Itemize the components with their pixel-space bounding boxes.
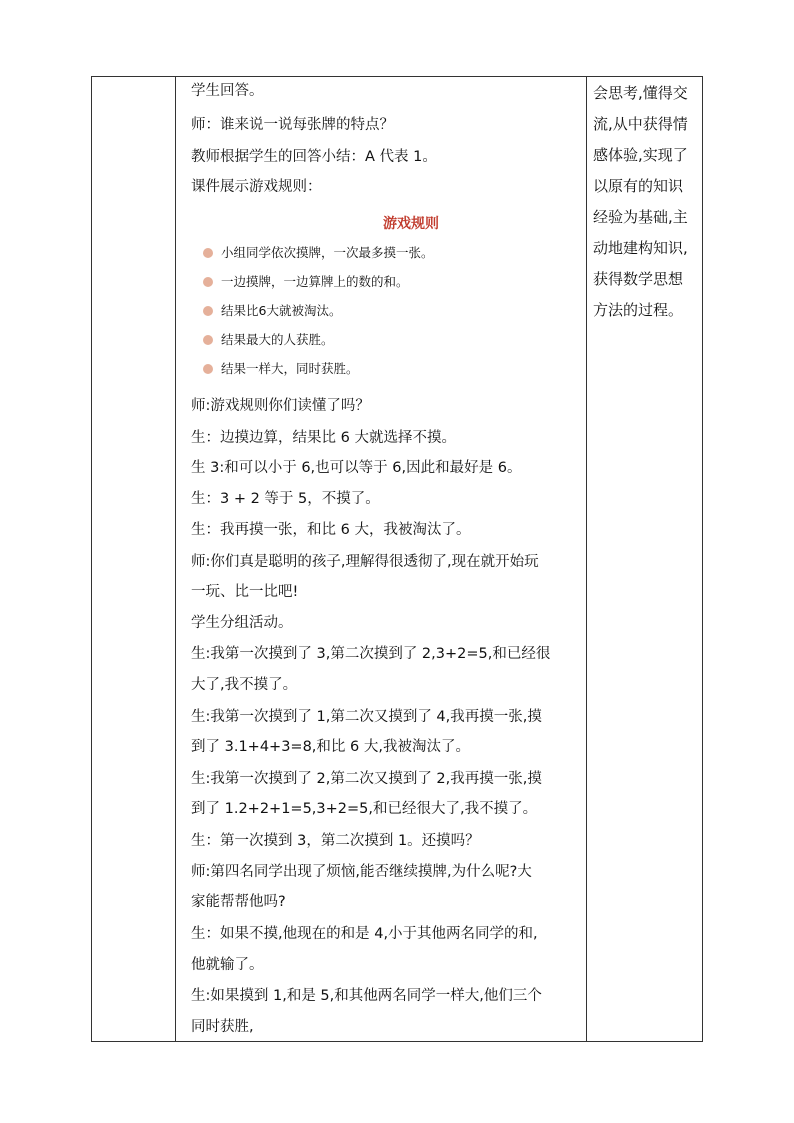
side-text-line: 动地建构知识, [593,239,688,257]
text-line: 生：3 + 2 等于 5，不摸了。 [191,491,380,507]
side-text-line: 会思考,懂得交 [593,84,688,102]
bullet-icon [203,306,213,316]
text-line: 师：谁来说一说每张牌的特点？ [191,117,394,133]
text-line: 师:第四名同学出现了烦恼,能否继续摸牌,为什么呢?大 [191,864,532,880]
text-line: 生：如果不摸,他现在的和是 4,小于其他两名同学的和, [191,926,538,942]
rule-item: 一边摸牌，一边算牌上的数的和。 [221,274,409,289]
side-text-line: 以原有的知识 [593,177,684,195]
text-line: 课件展示游戏规则： [191,179,322,195]
side-text-line: 流,从中获得情 [593,115,688,133]
text-line: 生 3:和可以小于 6,也可以等于 6,因此和最好是 6。 [191,460,522,476]
rule-item: 小组同学依次摸牌，一次最多摸一张。 [221,245,434,260]
text-line: 生:如果摸到 1,和是 5,和其他两名同学一样大,他们三个 [191,988,542,1004]
text-line: 教师根据学生的回答小结：A 代表 1。 [191,149,437,165]
bullet-icon [203,335,213,345]
text-line: 学生分组活动。 [191,615,293,631]
rule-item: 结果一样大，同时获胜。 [221,361,359,376]
text-line: 生:我第一次摸到了 2,第二次又摸到了 2,我再摸一张,摸 [191,771,542,787]
text-line: 大了,我不摸了。 [191,677,298,693]
text-line: 同时获胜, [191,1019,254,1035]
text-line: 生:我第一次摸到了 1,第二次又摸到了 4,我再摸一张,摸 [191,709,542,725]
rule-item: 结果最大的人获胜。 [221,332,334,347]
side-text-line: 经验为基础,主 [593,208,688,226]
column-divider [175,77,176,1041]
text-line: 他就输了。 [191,957,264,973]
side-text-line: 方法的过程。 [593,301,684,319]
design-intent-column [588,77,704,1041]
bullet-icon [203,248,213,258]
rules-title: 游戏规则 [383,216,439,232]
text-line: 师:你们真是聪明的孩子,理解得很透彻了,现在就开始玩 [191,554,539,570]
text-line: 师:游戏规则你们读懂了吗？ [191,398,370,414]
text-line: 生：我再摸一张，和比 6 大，我被淘汰了。 [191,522,471,538]
side-text-line: 感体验,实现了 [593,146,688,164]
bullet-icon [203,277,213,287]
bullet-icon [203,364,213,374]
text-line: 到了 3.1+4+3=8,和比 6 大,我被淘汰了。 [191,739,470,755]
column-divider [586,77,587,1041]
lesson-table [91,76,703,1042]
text-line: 家能帮帮他吗? [191,894,286,910]
text-line: 生：第一次摸到 3，第二次摸到 1。还摸吗？ [191,833,480,849]
text-line: 生:我第一次摸到了 3,第二次摸到了 2,3+2=5,和已经很 [191,646,551,662]
text-line: 到了 1.2+2+1=5,3+2=5,和已经很大了,我不摸了。 [191,801,538,817]
side-text-line: 获得数学思想 [593,270,684,288]
text-line: 一玩、比一比吧! [191,584,299,600]
text-line: 生：边摸边算，结果比 6 大就选择不摸。 [191,430,456,446]
lesson-content-column [183,77,583,1041]
text-line: 学生回答。 [191,83,264,99]
rule-item: 结果比6大就被淘汰。 [221,303,342,318]
